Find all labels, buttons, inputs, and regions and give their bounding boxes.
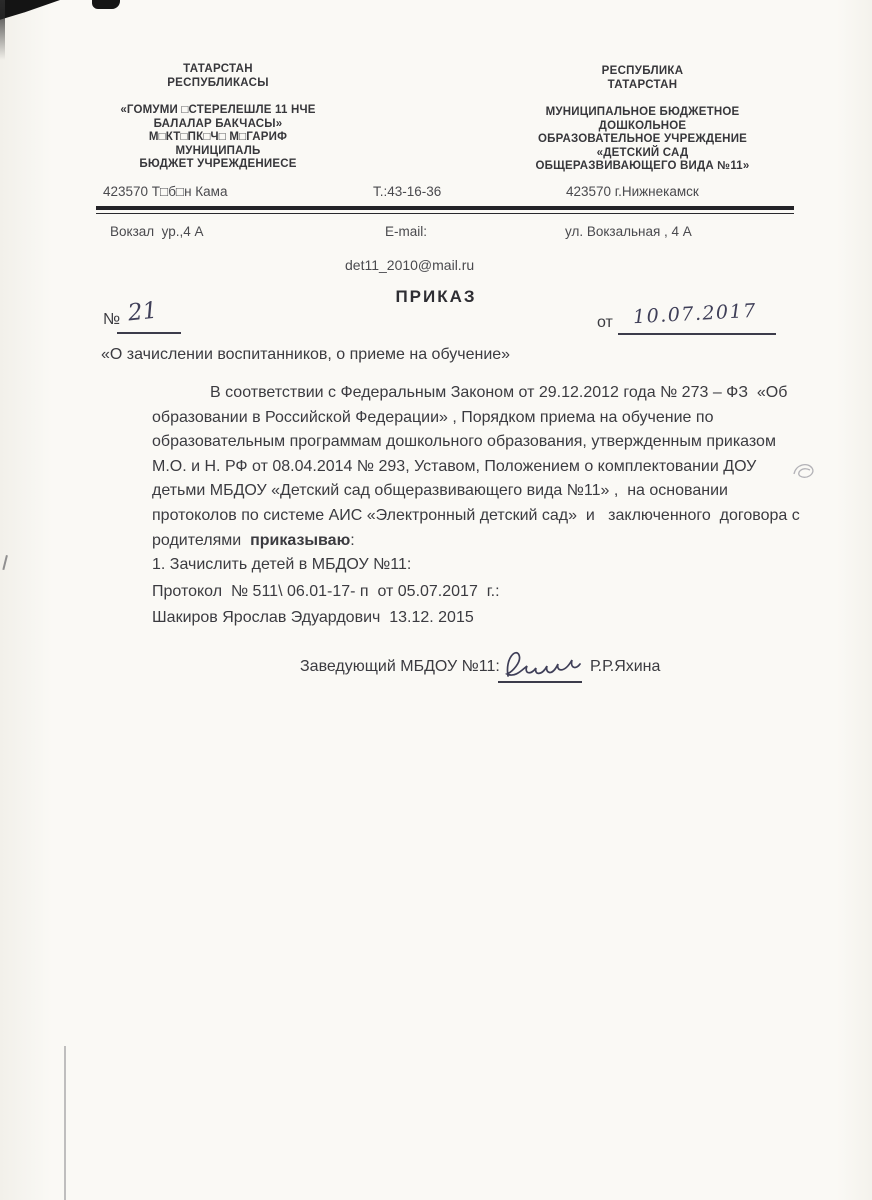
letterhead-left-org-line: М□КТ□ПК□Ч□ М□ГАРИФ (148, 131, 288, 143)
order-subject: «О зачислении воспитанников, о приеме на обучение» (101, 346, 511, 363)
letterhead-left-org-line: МУНИЦИПАЛЬ (175, 144, 261, 157)
body-line: протоколов по системе АИС «Электронный детский сад» и заключенного договора с (152, 506, 800, 524)
scan-artifact-fold-line (64, 1046, 66, 1200)
scan-artifact-top-mark (92, 0, 120, 9)
letterhead-right-region-line: РЕСПУБЛИКА (601, 65, 684, 77)
letterhead-right-org-line: ОБРАЗОВАТЕЛЬНОЕ УЧРЕЖДЕНИЕ (537, 133, 748, 145)
email-label: E-mail: (385, 224, 428, 239)
resolution-suffix: : (350, 531, 355, 549)
resolution-keyword: приказываю (250, 531, 351, 549)
order-date-handwritten: 10.07.2017 (632, 299, 758, 329)
scan-artifact-corner (0, 0, 60, 22)
protocol-line: Протокол № 511\ 06.01-17- п от 05.07.2017 г.: (152, 582, 500, 600)
signatory-name: Р.Р.Яхина (590, 658, 661, 675)
letterhead-left-org-line: «ГОМУМИ □СТЕРЕЛЕШЛЕ 11 НЧЕ (120, 104, 316, 116)
scan-artifact-margin-mark (2, 555, 15, 572)
address-street-tatar: Вокзал ур.,4 А (110, 224, 204, 239)
order-body (152, 381, 832, 631)
letterhead-right-org-line: МУНИЦИПАЛЬНОЕ БЮДЖЕТНОЕ (545, 106, 740, 118)
order-date-label: от (597, 314, 613, 331)
resolution-prefix: родителями (152, 531, 251, 549)
body-line: детьми МБДОУ «Детский сад общеразвивающего вида №11» , на основании (152, 482, 728, 500)
letterhead-left-org (98, 104, 338, 172)
enrollment-item: 1. Зачислить детей в МБДОУ №11: (152, 556, 412, 574)
letterhead-right-region-line: ТАТАРСТАН (607, 79, 678, 91)
phone-number: Т.:43-16-36 (373, 184, 442, 199)
signature-underline (498, 681, 582, 683)
letterhead-left-org-line: БЮДЖЕТ УЧРЕЖДЕНИЕСЕ (139, 158, 297, 170)
order-title: ПРИКАЗ (395, 287, 477, 306)
signature-scribble (500, 640, 586, 686)
order-number-underline (117, 332, 181, 334)
body-line: образовании в Российской Федерации» , Порядком приема на обучение по (152, 408, 714, 426)
letterhead-right-region (515, 64, 770, 92)
letterhead-rule-thick (96, 206, 794, 210)
order-date-underline (618, 333, 776, 335)
order-number-handwritten: 21 (126, 297, 159, 327)
letterhead-left-org-line: БАЛАЛАР БАКЧАСЫ» (153, 117, 283, 130)
address-city-russian: 423570 г.Нижнекамск (566, 184, 699, 199)
letterhead-right-org (515, 106, 770, 174)
letterhead-rule-thin (96, 213, 794, 214)
body-line-resolution (152, 529, 832, 554)
address-street-russian: ул. Вокзальная , 4 А (565, 224, 692, 239)
body-line: образовательным программам дошкольного образования, утвержденным приказом (152, 433, 776, 451)
letterhead-left-region (98, 62, 338, 90)
letterhead-left-region-line: РЕСПУБЛИКАСЫ (167, 77, 269, 89)
letterhead-right-org-line: «ДЕТСКИЙ САД (596, 146, 689, 159)
signatory-title: Заведующий МБДОУ №11: (300, 658, 500, 675)
body-line: М.О. и Н. РФ от 08.04.2014 № 293, Уставом, Положением о комплектовании ДОУ (152, 457, 757, 475)
order-number-label: № (103, 311, 121, 328)
scan-artifact-edge-shade (0, 0, 5, 60)
child-name-line: Шакиров Ярослав Эдуардович 13.12. 2015 (152, 609, 474, 627)
letterhead-right-org-line: ДОШКОЛЬНОЕ (598, 119, 687, 132)
address-city-tatar: 423570 Т□б□н Кама (103, 184, 228, 199)
letterhead-left-region-line: ТАТАРСТАН (183, 63, 253, 75)
letterhead-right-org-line: ОБЩЕРАЗВИВАЮЩЕГО ВИДА №11» (535, 160, 750, 172)
email-address: det11_2010@mail.ru (345, 257, 475, 273)
body-line: В соответствии с Федеральным Законом от 29.12.2012 года № 273 – ФЗ «Об (210, 384, 788, 401)
